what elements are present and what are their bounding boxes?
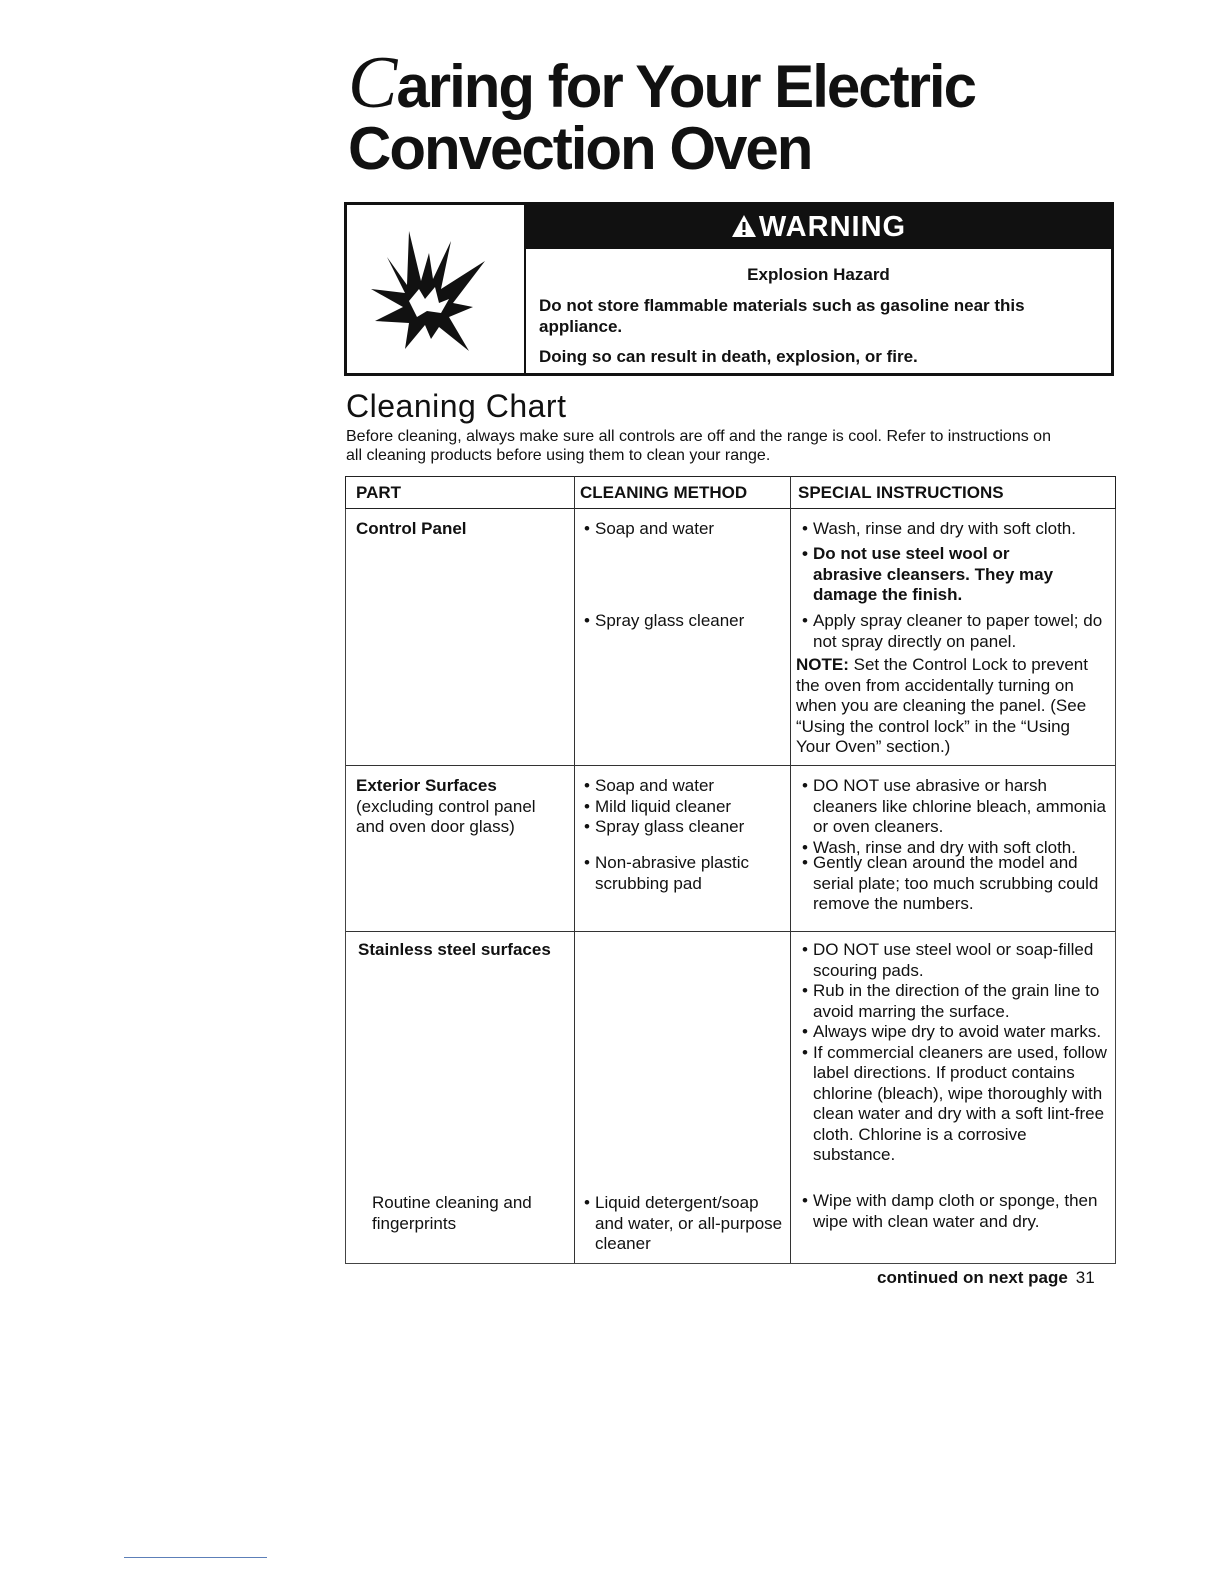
part-stainless-steel: Stainless steel surfaces xyxy=(358,940,551,959)
method-item: • Non-abrasive plastic scrubbing pad xyxy=(578,853,778,894)
table-row xyxy=(346,931,1115,1263)
warning-text-2: Doing so can result in death, explosion, or fire. xyxy=(539,347,918,366)
hazard-title: Explosion Hazard xyxy=(747,265,890,284)
special-item: • Wipe with damp cloth or sponge, then wipe with clean water and dry. xyxy=(796,1191,1108,1232)
header-special: SPECIAL INSTRUCTIONS xyxy=(798,483,1004,502)
cleaning-table xyxy=(345,476,1116,1264)
part-exterior-surfaces: Exterior Surfaces (excluding control panel and oven door glass) xyxy=(356,776,536,836)
warning-icon-cell xyxy=(347,205,526,373)
warning-banner xyxy=(526,205,1111,249)
page-number: 31 xyxy=(1075,1268,1095,1287)
special-list: • DO NOT use abrasive or harsh cleaners like chlorine bleach, ammonia or oven cleaners. • Wash, rinse and dry with soft cloth. xyxy=(796,776,1108,858)
header-part: PART xyxy=(356,483,402,502)
continued-text: continued on next page xyxy=(877,1268,1068,1287)
title-line-2: Convection Oven xyxy=(348,115,812,182)
method-item: • Liquid detergent/soap and water, or all-purpose cleaner xyxy=(578,1193,783,1255)
page-footer xyxy=(877,1268,1095,1288)
cleaning-chart-heading: Cleaning Chart xyxy=(346,388,567,424)
footer-rule xyxy=(124,1557,267,1558)
cleaning-intro: Before cleaning, always make sure all controls are off and the range is cool. Refer to instructions on all cleaning products before using them to clean your range. xyxy=(346,428,1051,464)
special-item: • Wash, rinse and dry with soft cloth. xyxy=(796,519,1108,540)
table-row xyxy=(346,509,1115,765)
title-drop-cap: C xyxy=(348,42,396,124)
table-header xyxy=(345,476,1116,509)
part-control-panel: Control Panel xyxy=(356,519,467,538)
control-panel-note: NOTE: Set the Control Lock to prevent the oven from accidentally turning on when you are cleaning the panel. (See “Using the control lock” in the “Using Your Oven” section.) xyxy=(796,655,1088,756)
special-item-bold: • Do not use steel wool or abrasive cleansers. They may damage the finish. xyxy=(796,544,1068,606)
warning-text-1: Do not store flammable materials such as gasoline near this appliance. xyxy=(539,296,1025,336)
method-list: • Soap and water • Mild liquid cleaner • Spray glass cleaner xyxy=(578,776,778,838)
table-body xyxy=(345,509,1116,1264)
table-row xyxy=(346,765,1115,931)
sub-part-routine: Routine cleaning and fingerprints xyxy=(372,1193,532,1233)
warning-triangle-icon xyxy=(731,214,757,238)
method-item: • Spray glass cleaner xyxy=(578,611,778,632)
special-item: • Apply spray cleaner to paper towel; do not spray directly on panel. xyxy=(796,611,1108,652)
warning-box xyxy=(344,202,1114,376)
special-list: • DO NOT use steel wool or soap-filled scouring pads. • Rub in the direction of the grain line to avoid marring the surface. • Always wipe dry to avoid water marks. • If commercial cleaners are used, follow label directions. If product contains chlorine (bleach), wipe thoroughly with clean water and dry with a soft lint-free cloth. Chlorine is a corrosive substance. xyxy=(796,940,1108,1166)
title-line-1 xyxy=(348,42,975,124)
header-method: CLEANING METHOD xyxy=(580,483,748,502)
special-item: • Gently clean around the model and serial plate; too much scrubbing could remove the numbers. xyxy=(796,853,1108,915)
warning-banner-text: WARNING xyxy=(758,211,907,243)
explosion-icon xyxy=(369,227,499,355)
method-item: • Soap and water xyxy=(578,519,778,540)
title-line-1-text: aring for Your Electric xyxy=(396,53,975,120)
page-title xyxy=(348,42,975,182)
